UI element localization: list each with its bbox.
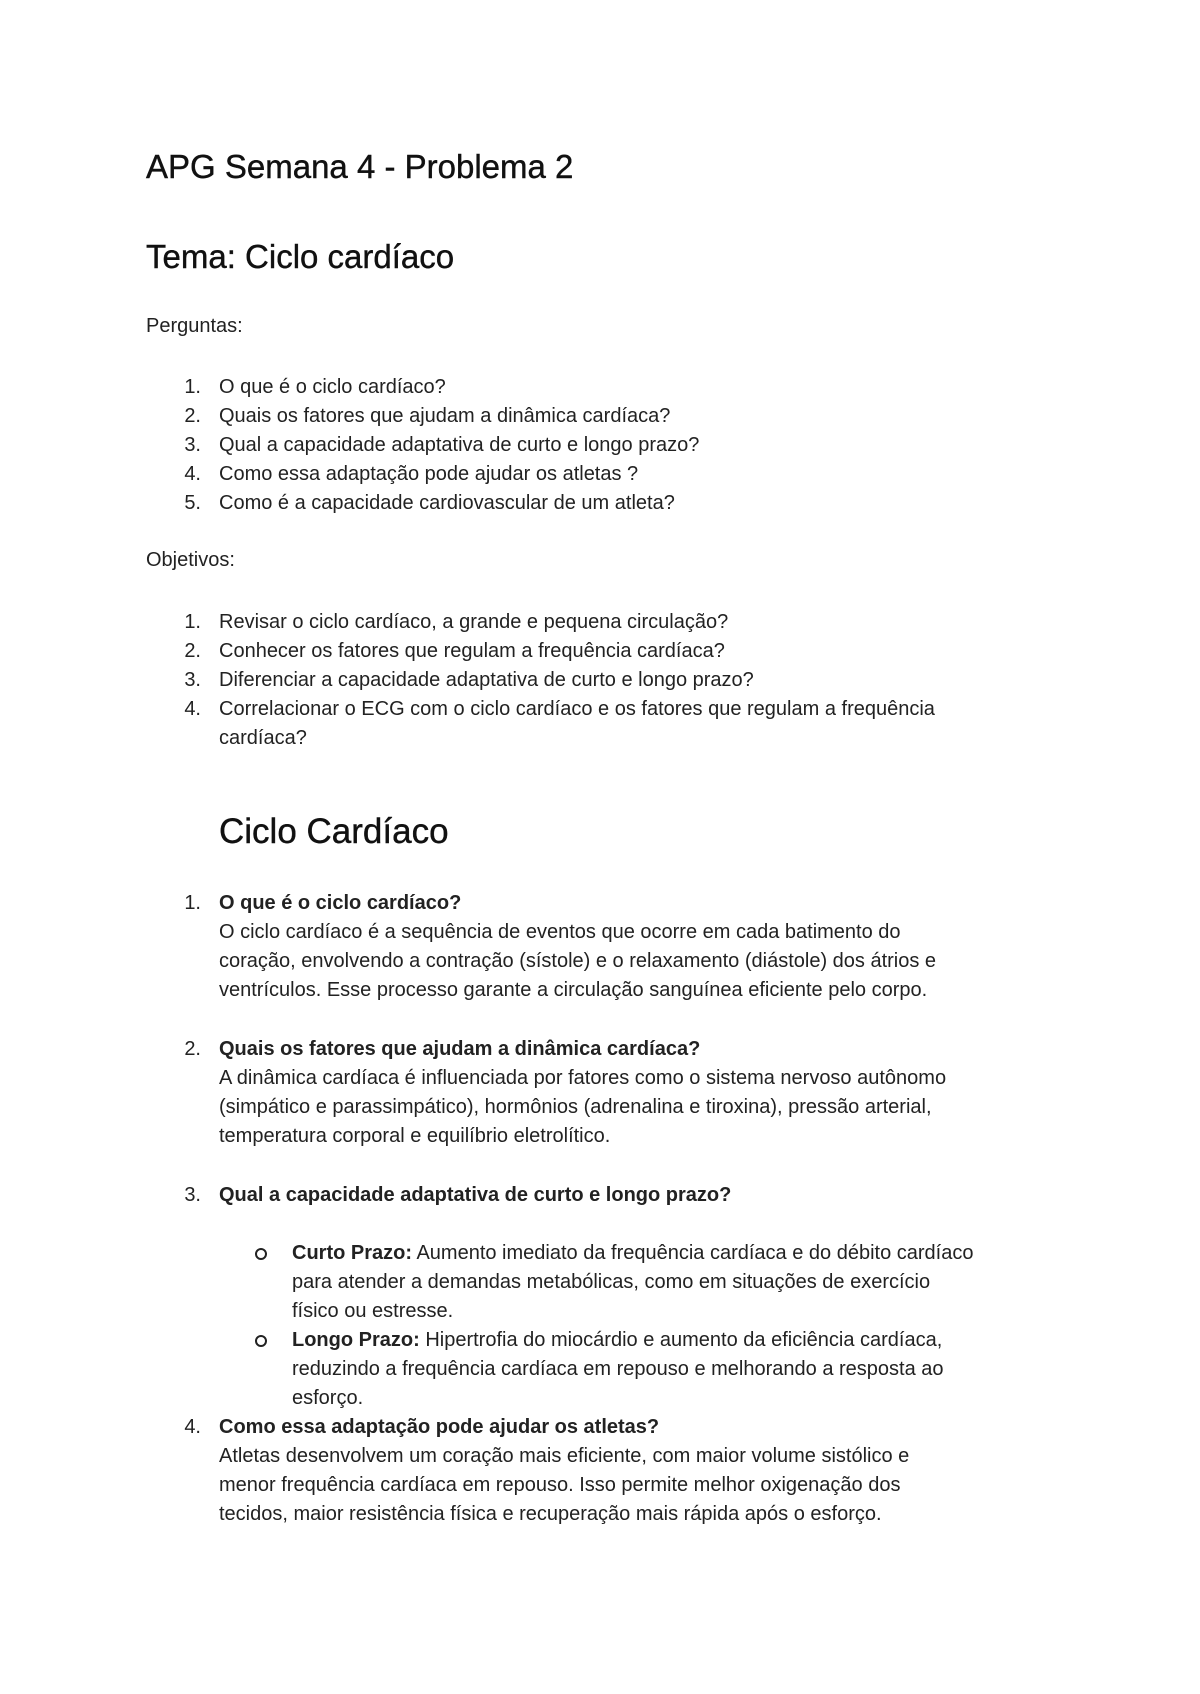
document-title: APG Semana 4 - Problema 2 — [146, 148, 574, 185]
answer-line: A dinâmica cardíaca é influenciada por fatores como o sistema nervoso autônomo — [219, 1067, 947, 1089]
answer-line: tecidos, maior resistência física e recuperação mais rápida após o esforço. — [219, 1503, 882, 1525]
sub-item-line — [292, 1326, 942, 1356]
sub-item-line: físico ou estresse. — [292, 1300, 454, 1322]
list-number: 5. — [184, 492, 201, 514]
sub-item-label: Longo Prazo: — [292, 1329, 420, 1351]
answer-question: Qual a capacidade adaptativa de curto e longo prazo? — [219, 1184, 732, 1206]
answer-line: O ciclo cardíaco é a sequência de eventos que ocorre em cada batimento do — [219, 921, 901, 943]
sub-item-text: Hipertrofia do miocárdio e aumento da eficiência cardíaca, — [419, 1329, 943, 1351]
answer-line: coração, envolvendo a contração (sístole) e o relaxamento (diástole) dos átrios e — [219, 950, 937, 972]
list-number: 2. — [184, 1038, 201, 1060]
sub-item-line — [292, 1239, 973, 1269]
list-text: O que é o ciclo cardíaco? — [219, 376, 446, 398]
sub-item-line: esforço. — [292, 1387, 364, 1409]
list-text: Como é a capacidade cardiovascular de um atleta? — [219, 492, 675, 514]
answer-line: ventrículos. Esse processo garante a circulação sanguínea eficiente pelo corpo. — [219, 979, 928, 1001]
answer-line: temperatura corporal e equilíbrio eletrolítico. — [219, 1125, 611, 1147]
list-number: 4. — [184, 1416, 201, 1438]
answer-line: menor frequência cardíaca em repouso. Isso permite melhor oxigenação dos — [219, 1474, 901, 1496]
objectives-label: Objetivos: — [146, 549, 235, 571]
list-text: Qual a capacidade adaptativa de curto e longo prazo? — [219, 434, 700, 456]
list-text: Como essa adaptação pode ajudar os atletas ? — [219, 463, 639, 485]
list-number: 4. — [184, 698, 201, 720]
list-text: Revisar o ciclo cardíaco, a grande e pequena circulação? — [219, 611, 729, 633]
section-title: Ciclo Cardíaco — [219, 812, 449, 851]
list-number: 3. — [184, 1184, 201, 1206]
answer-question: O que é o ciclo cardíaco? — [219, 892, 462, 914]
list-number: 4. — [184, 463, 201, 485]
list-number: 1. — [184, 376, 201, 398]
sub-item-text: Aumento imediato da frequência cardíaca e do débito cardíaco — [412, 1242, 974, 1264]
list-text: Diferenciar a capacidade adaptativa de curto e longo prazo? — [219, 669, 754, 691]
sub-item-line: para atender a demandas metabólicas, como em situações de exercício — [292, 1271, 931, 1293]
list-text: Conhecer os fatores que regulam a frequência cardíaca? — [219, 640, 725, 662]
questions-label: Perguntas: — [146, 315, 243, 337]
list-number: 1. — [184, 611, 201, 633]
hollow-circle-bullet-icon — [254, 1247, 268, 1261]
sub-item-line: reduzindo a frequência cardíaca em repouso e melhorando a resposta ao — [292, 1358, 944, 1380]
list-text: Correlacionar o ECG com o ciclo cardíaco e os fatores que regulam a frequência — [219, 698, 935, 720]
sub-item-label: Curto Prazo: — [292, 1242, 412, 1264]
answer-question: Como essa adaptação pode ajudar os atletas? — [219, 1416, 660, 1438]
answer-line: (simpático e parassimpático), hormônios (adrenalina e tiroxina), pressão arterial, — [219, 1096, 932, 1118]
list-number: 1. — [184, 892, 201, 914]
list-number: 3. — [184, 434, 201, 456]
list-number: 2. — [184, 405, 201, 427]
answer-question: Quais os fatores que ajudam a dinâmica cardíaca? — [219, 1038, 701, 1060]
list-text: Quais os fatores que ajudam a dinâmica cardíaca? — [219, 405, 671, 427]
list-number: 3. — [184, 669, 201, 691]
theme-heading: Tema: Ciclo cardíaco — [146, 238, 455, 275]
list-text-continued: cardíaca? — [219, 727, 307, 749]
answer-line: Atletas desenvolvem um coração mais eficiente, com maior volume sistólico e — [219, 1445, 910, 1467]
list-number: 2. — [184, 640, 201, 662]
hollow-circle-bullet-icon — [254, 1334, 268, 1348]
